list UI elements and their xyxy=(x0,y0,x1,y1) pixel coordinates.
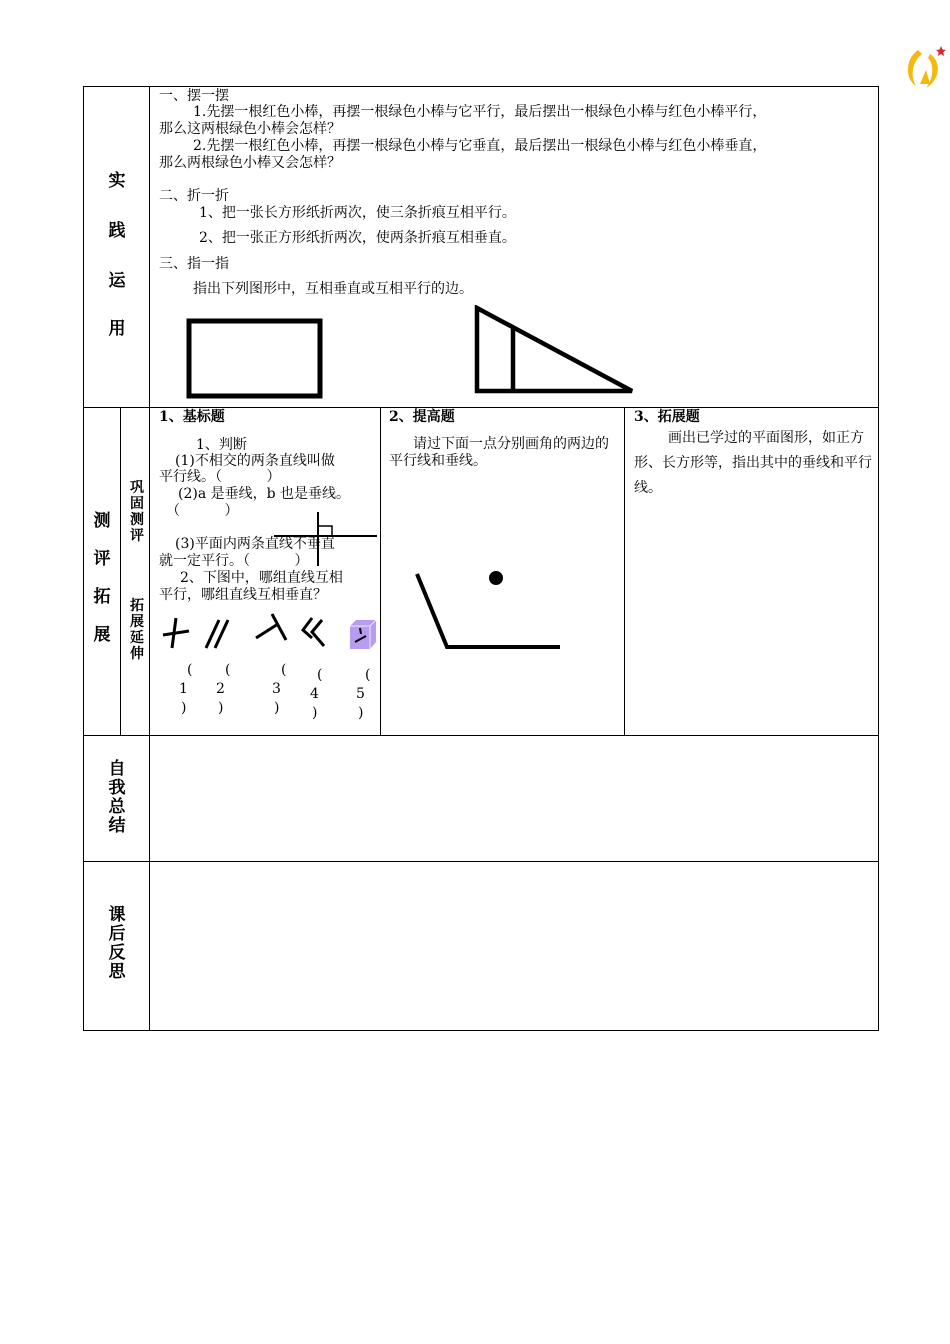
rectangle-figure xyxy=(186,318,324,400)
part3-desc: 指出下列图形中，互相垂直或互相平行的边。 xyxy=(193,281,473,297)
col1-q3-line1: (3)平面内两条直线不垂直 xyxy=(175,536,335,552)
col1-q1-line1: (1)不相交的两条直线叫做 xyxy=(175,453,335,469)
col1-q3-line2: 就一定平行。（ ） xyxy=(159,553,309,569)
part1-item1-line1: 1.先摆一根红色小棒，再摆一根绿色小棒与它平行，最后摆出一根绿色小棒与红色小棒平行， xyxy=(193,104,767,120)
paren-3-open: ( xyxy=(281,662,287,678)
part1-item2-line1: 2.先摆一根红色小棒，再摆一根绿色小棒与它垂直，最后摆出一根绿色小棒与红色小棒垂直， xyxy=(193,138,767,154)
label-char: 运 xyxy=(108,271,126,291)
paren-2-close: ) xyxy=(218,700,224,716)
line-pair-3-icon xyxy=(252,610,292,644)
reflection-label: 课后反思 xyxy=(108,905,126,982)
label-char: 践 xyxy=(108,221,126,241)
part2-title: 二、折一折 xyxy=(159,188,229,204)
label-char: 评 xyxy=(93,549,111,569)
col1-q2-line1: (2)a 是垂线，b 也是垂线。 xyxy=(178,486,351,502)
label-char: 用 xyxy=(108,319,126,339)
part1-title: 一、摆一摆 xyxy=(159,88,229,104)
part3-title: 三、指一指 xyxy=(159,256,229,272)
col1-judge: 1、判断 xyxy=(196,437,247,453)
summary-label: 自我总结 xyxy=(108,759,126,836)
label-char: 实 xyxy=(108,171,126,191)
part2-item2: 2、把一张正方形纸折两次，使两条折痕互相垂直。 xyxy=(199,230,516,246)
col1-q4-line2: 平行，哪组直线互相垂直？ xyxy=(159,587,327,603)
right-triangle-figure xyxy=(472,305,640,395)
label-char: 测 xyxy=(93,511,111,531)
col3-text: 画出已学过的平面图形，如正方形、长方形等，指出其中的垂线和平行线。 xyxy=(634,430,872,496)
figure-label-4: 4 xyxy=(310,686,319,702)
figure-label-1: 1 xyxy=(179,681,188,697)
figure-label-3: 3 xyxy=(272,681,281,697)
col2-text: 请过下面一点分别画角的两边的平行线和垂线。 xyxy=(389,436,609,469)
col1-title: 1、基标题 xyxy=(159,409,225,425)
part1-item1-line2: 那么这两根绿色小棒会怎样？ xyxy=(159,121,341,137)
col1-q4-line1: 2、下图中，哪组直线互相 xyxy=(180,570,343,586)
paren-4-close: ) xyxy=(312,705,318,721)
figure-label-5: 5 xyxy=(356,686,365,702)
line-pair-1-icon xyxy=(160,614,190,650)
col1-q1-line2: 平行线。（ ） xyxy=(159,469,281,485)
cube-icon xyxy=(348,617,378,651)
paren-2-open: ( xyxy=(225,662,231,678)
sub-label-extend: 拓展延伸 xyxy=(130,598,144,662)
line-pair-2-icon xyxy=(202,616,232,650)
paren-1-open: ( xyxy=(187,662,193,678)
paren-5-close: ) xyxy=(358,705,364,721)
logo-icon xyxy=(900,40,950,94)
angle-figure xyxy=(412,566,564,652)
col3-title: 3、拓展题 xyxy=(634,409,700,425)
line-pair-4-icon xyxy=(298,614,330,650)
paren-5-open: ( xyxy=(365,667,371,683)
part1-item2-line2: 那么两根绿色小棒又会怎样？ xyxy=(159,155,341,171)
figure-label-2: 2 xyxy=(216,681,225,697)
label-char: 拓 xyxy=(93,587,111,607)
paren-1-close: ) xyxy=(181,700,187,716)
paren-3-close: ) xyxy=(274,700,280,716)
paren-4-open: ( xyxy=(317,667,323,683)
col1-q2-line2: （ ） xyxy=(166,503,239,519)
part2-item1: 1、把一张长方形纸折两次，使三条折痕互相平行。 xyxy=(199,205,516,221)
label-char: 展 xyxy=(93,625,111,645)
col2-title: 2、提高题 xyxy=(389,409,455,425)
sub-label-consolidate: 巩固测评 xyxy=(130,480,144,544)
